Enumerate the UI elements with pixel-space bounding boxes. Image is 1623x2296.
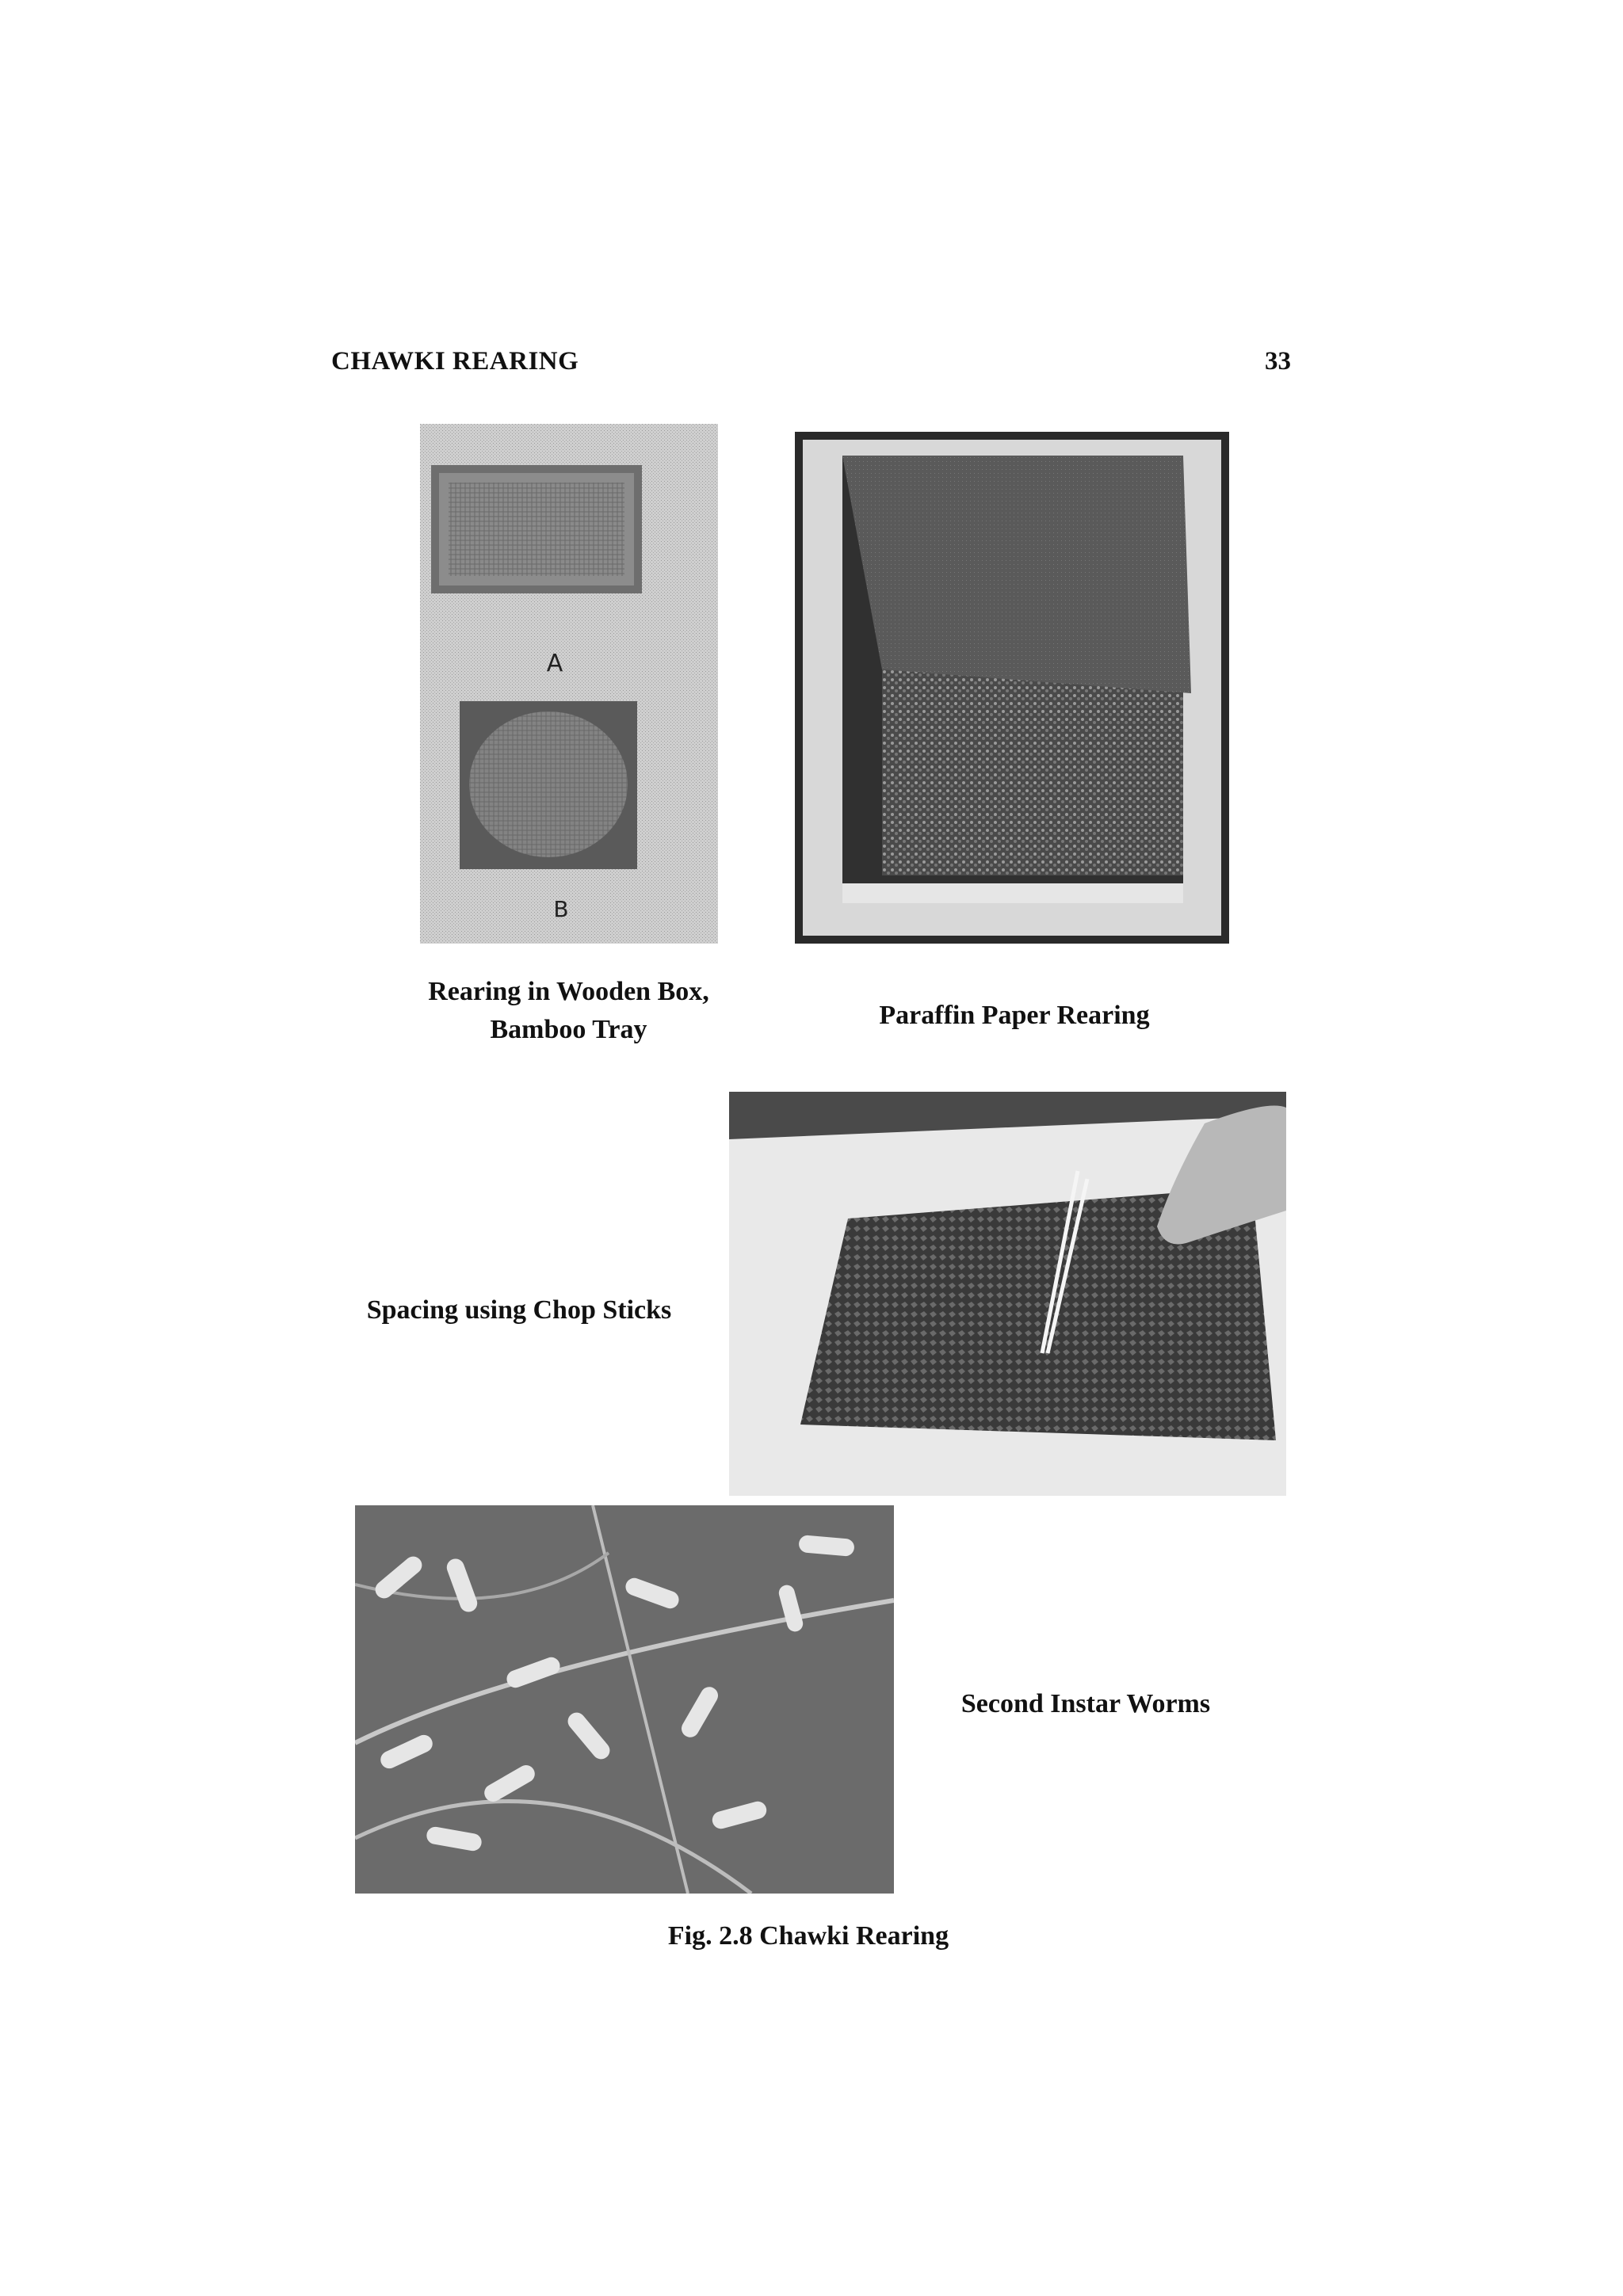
worms-caption: Second Instar Worms [960, 1689, 1211, 1718]
label-a: A [546, 650, 563, 677]
chopsticks-photo [729, 1092, 1286, 1496]
wooden-box-photo [420, 424, 718, 944]
wooden-box-caption [380, 973, 757, 1049]
figure-caption: Fig. 2.8 Chawki Rearing [667, 1921, 949, 1951]
page-number: 33 [1265, 347, 1291, 376]
paraffin-caption: Paraffin Paper Rearing [879, 1001, 1150, 1030]
label-b: B [553, 896, 569, 922]
chopsticks-caption: Spacing using Chop Sticks [366, 1295, 672, 1325]
worms-photo [355, 1505, 894, 1894]
paraffin-paper-photo [795, 432, 1229, 944]
wooden-box-caption-line2: Bamboo Tray [490, 1015, 647, 1044]
wooden-box-caption-line1: Rearing in Wooden Box, [428, 977, 709, 1006]
running-header-title: CHAWKI REARING [331, 347, 579, 376]
